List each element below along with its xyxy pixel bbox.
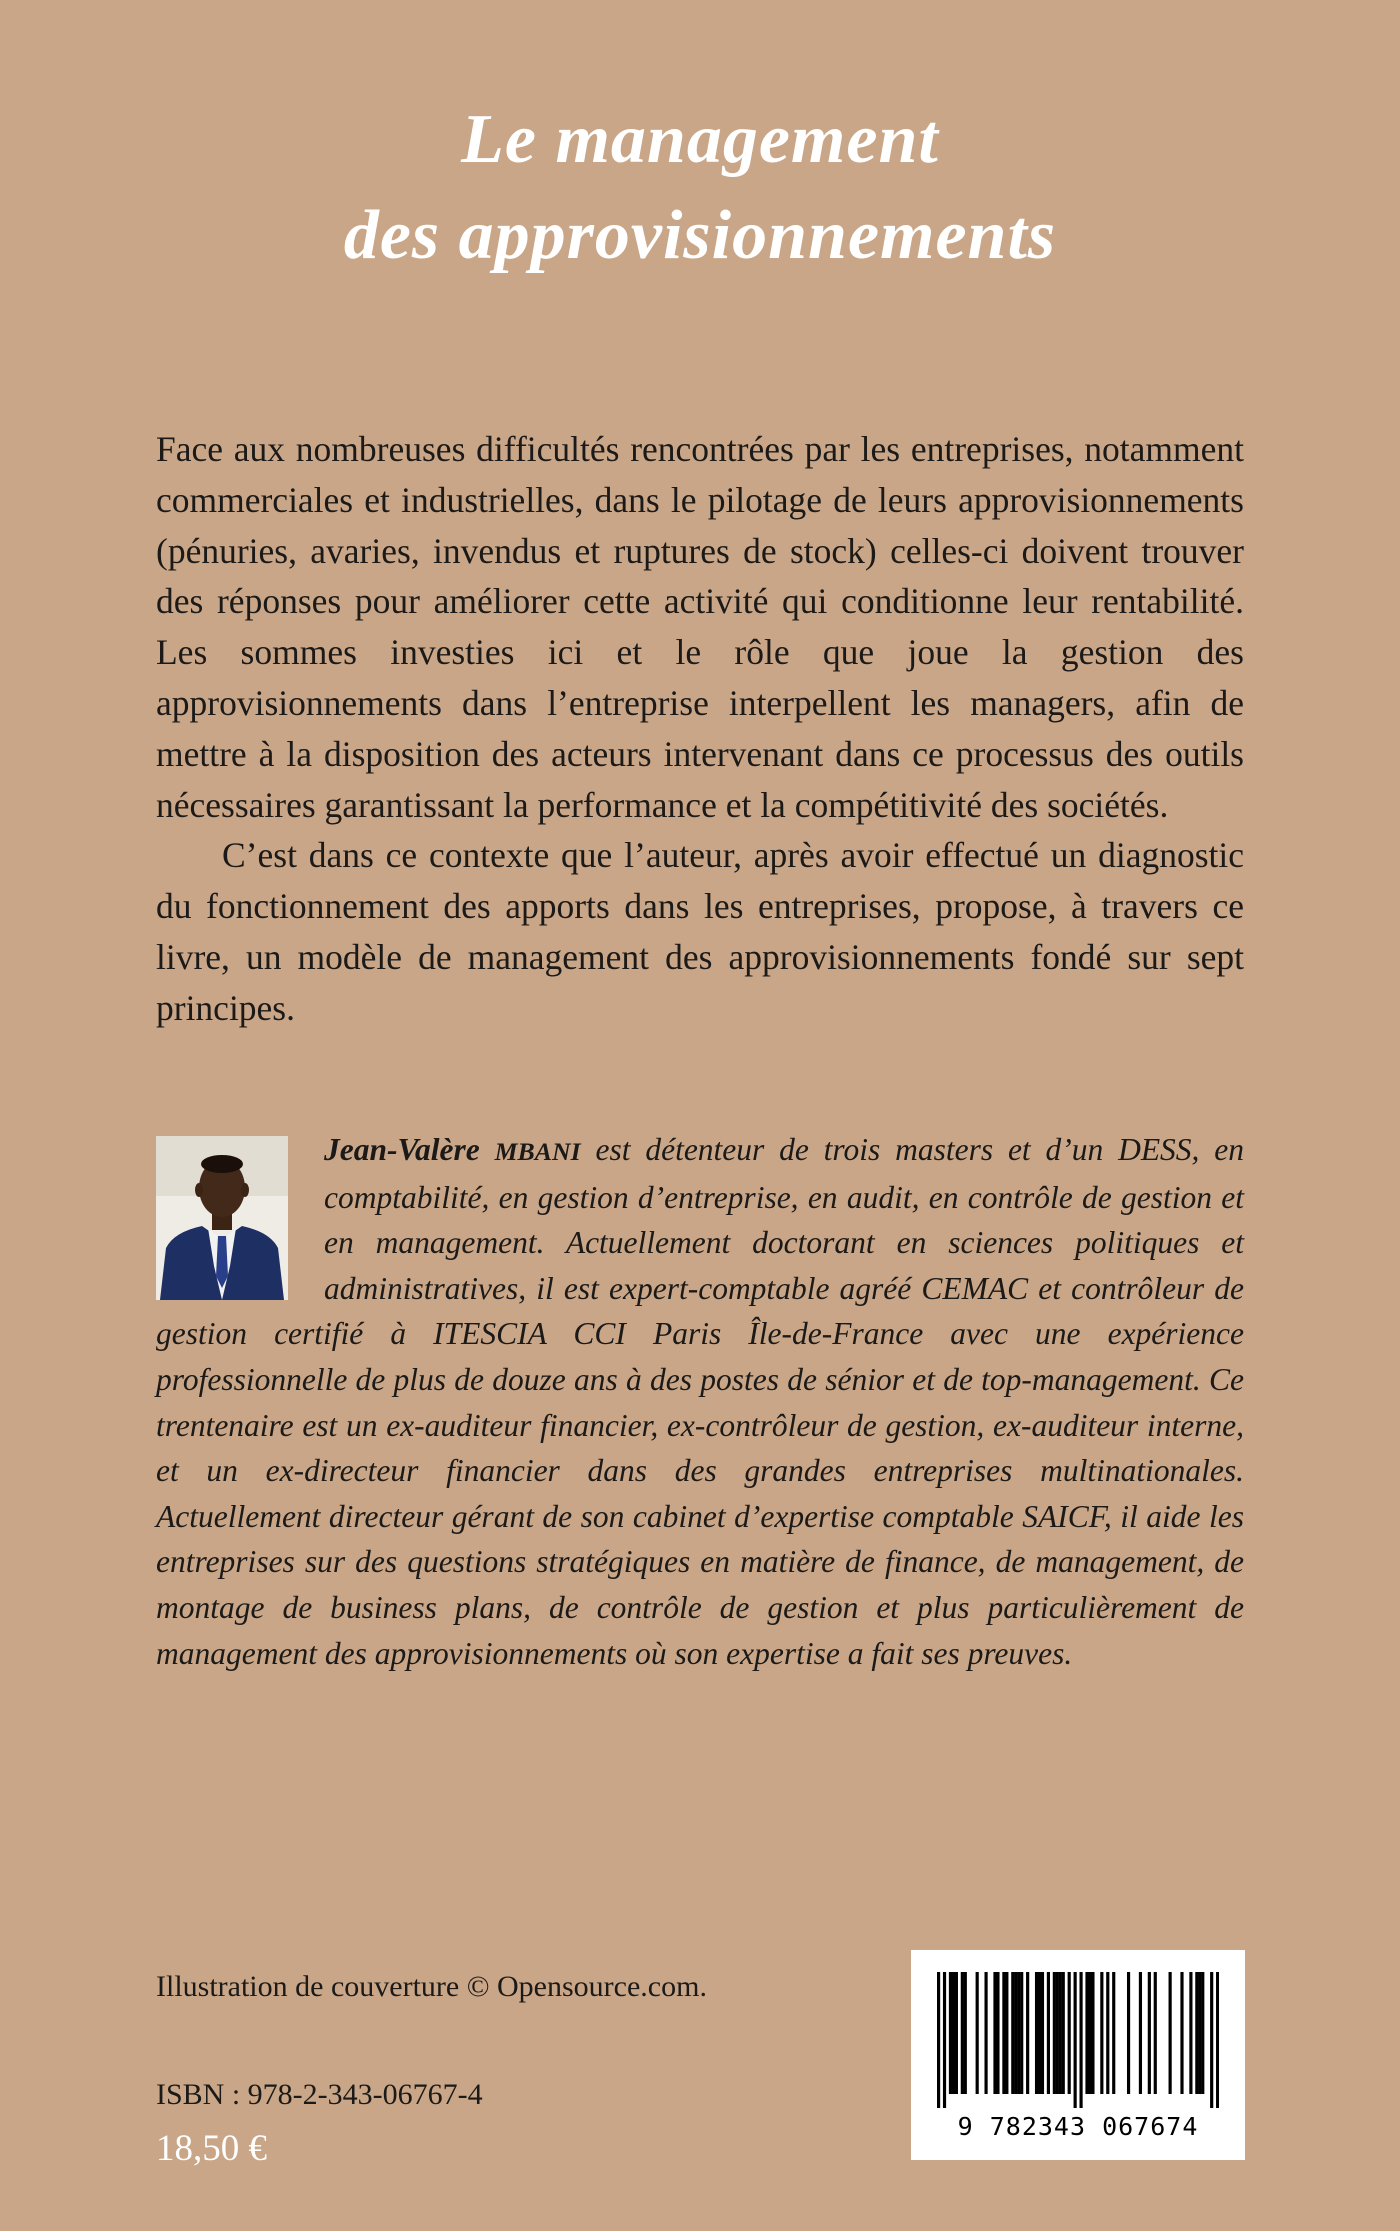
barcode-bar [1002,1972,1005,2094]
description-paragraph-2: C’est dans ce contexte que l’auteur, après avoir effectué un diagnostic du fonctionnement des apports dans les entreprises, propose, à travers ce livre, un modèle de management des approvisionnements fondé sur sept principes. [156,835,1244,1028]
barcode-bar [943,1972,946,2108]
barcode-bar [1088,1972,1091,2094]
barcode-bar [1059,1972,1062,2094]
barcode-bar [1062,1972,1065,2094]
barcode-bar [993,1972,996,2094]
barcode-bar [1210,1972,1213,2108]
isbn: ISBN : 978-2-343-06767-4 [156,2078,483,2111]
barcode-bar [1035,1972,1038,2094]
author-bio-body: est détenteur de trois masters et d’un DESS, en comptabilité, en gestion d’entreprise, en audit, en contrôle de gestion et en management. Actuellement doctorant en sciences politiques et administratives, il est expert-comptable agréé CEMAC et contrôleur de gestion certifié à ITESCIA CCI Paris Île-de-France avec une expérience professionnelle de plus de douze ans à des postes de sénior et de top-management. Ce trentenaire est un ex-auditeur financier, ex-contrôleur de gestion, ex-auditeur interne, et un ex-directeur financier dans des grandes entreprises multinationales. Actuellement directeur gérant de son cabinet d’expertise comptable SAICF, il aide les entreprises sur des questions stratégiques en matière de finance, de management, de montage de business plans, de contrôle de gestion et plus particulièrement de management des approvisionnements où son expertise a fait ses preuves. [156,1132,1244,1671]
barcode-bar [1091,1972,1094,2094]
barcode-bar [961,1972,964,2094]
barcode-bar [1127,1972,1130,2094]
barcode [911,1950,1245,2160]
barcode-bar [1195,1972,1198,2094]
barcode-bars [937,1972,1219,2108]
author-portrait-image [156,1136,288,1300]
author-bio-text [156,1127,1244,1676]
barcode-digits: 9 782343 067674 [957,2112,1199,2141]
barcode-bar [1038,1972,1041,2094]
barcode-bar [952,1972,955,2094]
barcode-bar [1216,1972,1219,2108]
barcode-bar [1047,1972,1050,2094]
barcode-bar [1017,1972,1020,2094]
description-paragraph-1: Face aux nombreuses difficultés rencontrées par les entreprises, notamment commerciales et industrielles, dans le pilotage de leurs approvisionnements (pénuries, avaries, invendus et ruptures de stock) celles-ci doivent trouver des réponses pour améliorer cette activité qui conditionne leur rentabilité. Les sommes investies ici et le rôle que joue la gestion des approvisionnements dans l’entreprise interpellent les managers, afin de mettre à la disposition des acteurs intervenant dans ce processus des outils nécessaires garantissant la performance et la compétitivité des sociétés. [156,429,1244,825]
barcode-bar [1148,1972,1151,2094]
barcode-bar [1085,1972,1088,2094]
barcode-bar [1026,1972,1029,2094]
barcode-bar [1112,1972,1115,2094]
barcode-bar [1169,1972,1172,2094]
barcode-bar [955,1972,958,2094]
author-bio [156,1127,1244,1676]
title-line-1: Le management [461,101,939,178]
author-last-name: MBANI [494,1137,581,1166]
barcode-bar [1189,1972,1192,2094]
barcode-bar [1201,1972,1204,2094]
barcode-bar [1139,1972,1142,2094]
barcode-bar [1198,1972,1201,2094]
cover-credit: Illustration de couverture © Opensource.com. [156,1970,707,2003]
barcode-bar [1074,1972,1077,2108]
barcode-bar [1068,1972,1071,2094]
title-line-2: des approvisionnements [343,197,1057,274]
barcode-bar [964,1972,967,2094]
barcode-bar [984,1972,987,2094]
barcode-bar [1011,1972,1014,2094]
barcode-bar [1100,1972,1103,2094]
book-title [0,92,1400,284]
barcode-bar [1020,1972,1023,2094]
author-name [324,1132,581,1167]
author-photo [156,1136,288,1300]
barcode-bar [1154,1972,1157,2094]
barcode-bar [1053,1972,1056,2094]
barcode-bar [1079,1972,1082,2108]
author-first-name: Jean-Valère [324,1132,495,1167]
barcode-bar [1005,1972,1008,2094]
barcode-bar [1106,1972,1109,2094]
barcode-bar [1041,1972,1044,2094]
barcode-bar [1056,1972,1059,2094]
barcode-bar [996,1972,999,2094]
barcode-bar [937,1972,940,2108]
price: 18,50 € [156,2128,267,2169]
barcode-bar [976,1972,979,2094]
barcode-bar [1180,1972,1183,2094]
book-description [156,424,1244,1034]
barcode-bar [949,1972,952,2094]
barcode-bar [1014,1972,1017,2094]
